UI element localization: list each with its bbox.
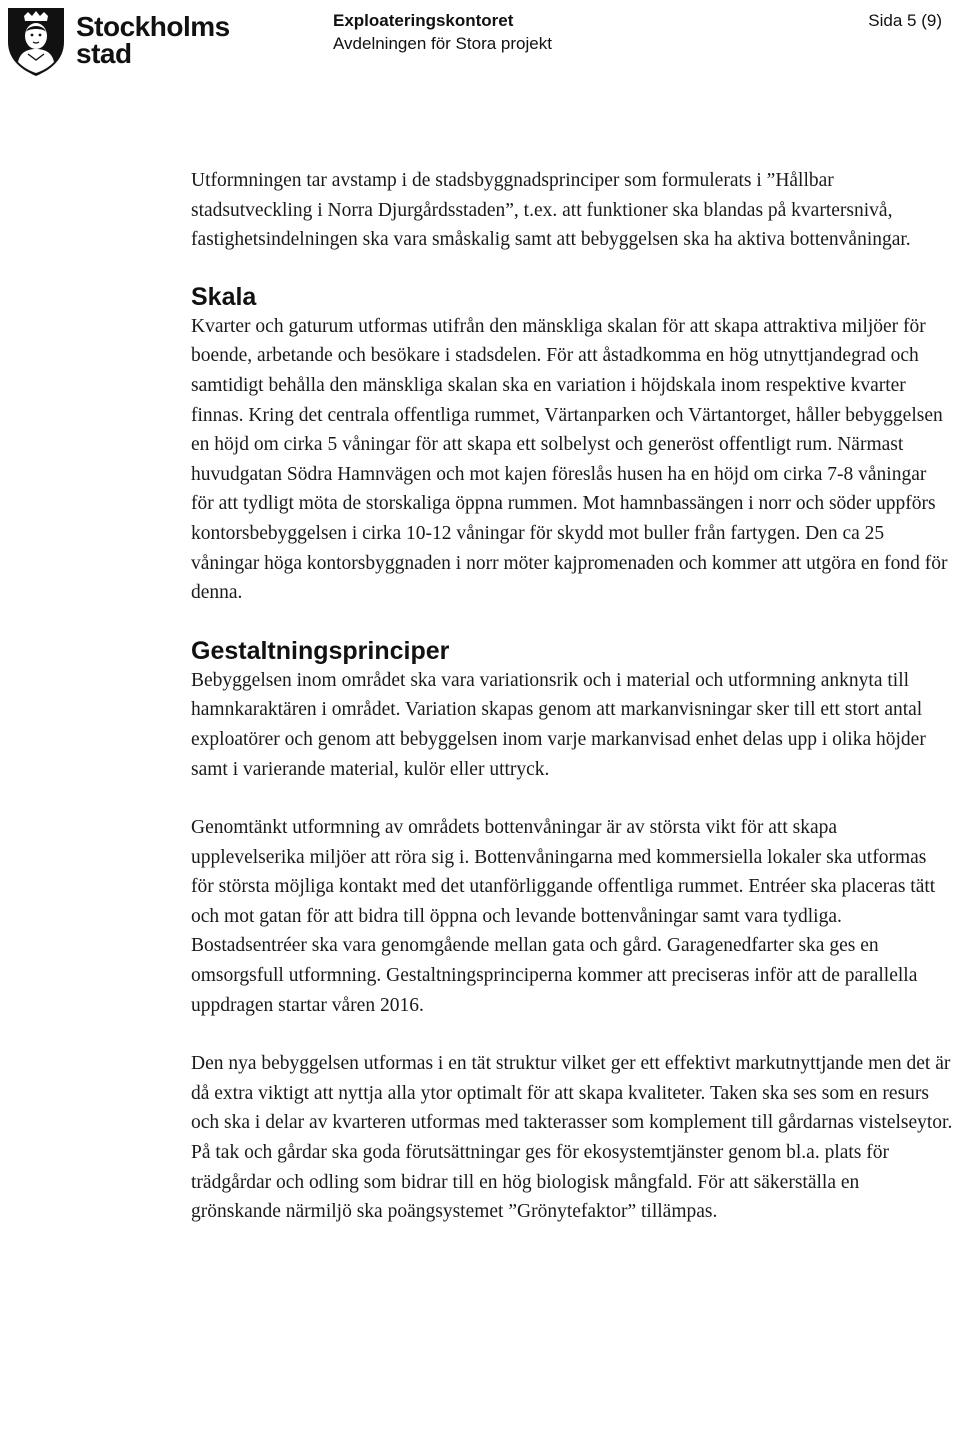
logo-wordmark (76, 13, 230, 67)
section-heading-skala: Skala (191, 282, 257, 311)
stockholms-stad-logo (4, 2, 234, 78)
intro-paragraph: Utformningen tar avstamp i de stadsbyggnadsprinciper som formulerats i ”Hållbar stadsutveckling i Norra Djurgårdsstaden”, t.ex. att funktioner ska blandas på kvartersnivå, fastighetsindelningen ska vara småskalig samt att bebyggelsen ska ha aktiva bottenvåningar. (191, 170, 911, 251)
city-crest-icon (4, 2, 68, 78)
organization-name: Exploateringskontoret (333, 11, 514, 30)
organization-block (333, 9, 552, 55)
document-body (191, 166, 953, 1227)
page-number: Sida 5 (9) (868, 11, 942, 30)
gestalt-paragraph-1: Bebyggelsen inom området ska vara variationsrik och i material och utformning anknyta till hamnkaraktären i området. Variation skapas genom att markanvisningar sker till ett stort antal exploatörer och genom att bebyggelsen inom varje markanvisad enhet delas upp i olika höjder samt i varierande material, kulör eller uttryck. (191, 669, 926, 780)
department-name: Avdelningen för Stora projekt (333, 34, 552, 53)
skala-paragraph: Kvarter och gaturum utformas utifrån den mänskliga skalan för att skapa attraktiva miljöer för boende, arbetande och besökare i stadsdelen. För att åstadkomma en hög utnyttjandegrad och samtidigt behålla den mänskliga skalan ska en variation i höjdskala inom respektive kvarter finnas. Kring det centrala offentliga rummet, Värtanparken och Värtantorget, håller bebyggelsen en höjd om cirka 5 våningar för att skapa ett solbelyst och generöst offentligt rum. Närmast huvudgatan Södra Hamnvägen och mot kajen föreslås husen ha en höjd om cirka 7-8 våningar för att tydligt möta de storskaliga öppna rummen. Mot hamnbassängen i norr och söder uppförs kontorsbebyggelsen i cirka 10-12 våningar för skydd mot buller från fartygen. Den ca 25 våningar höga kontorsbyggnaden i norr möter kajpromenaden och kommer att utgöra en fond för denna. (191, 315, 948, 604)
gestalt-paragraph-3: Den nya bebyggelsen utformas i en tät struktur vilket ger ett effektivt markutnyttjande men det är då extra viktigt att nyttja alla ytor optimalt för att skapa kvaliteter. Taken ska ses som en resurs och ska i delar av kvarteren utformas med takterasser som komplement till gårdarnas vistelseytor. På tak och gårdar ska goda förutsättningar ges för ekosystemtjänster genom bl.a. plats för trädgårdar och odling som bidrar till en hög biologisk mångfald. För att säkerställa en grönskande närmiljö ska poängsystemet ”Grönytefaktor” tillämpas. (191, 1053, 953, 1223)
logo-text-line2: stad (76, 38, 132, 69)
logo-text-line1: Stockholms (76, 11, 230, 42)
gestalt-paragraph-2: Genomtänkt utformning av områdets bottenvåningar är av största vikt för att skapa upplevelserika miljöer att röra sig i. Bottenvåningarna med kommersiella lokaler ska utformas för största möjliga kontakt med det utanförliggande offentliga rummet. Entréer ska placeras tätt och mot gatan för att bidra till öppna och levande bottenvåningar samt vara tydliga. Bostadsentréer ska vara genomgående mellan gata och gård. Garagenedfarter ska ges en omsorgsfull utformning. Gestaltningsprinciperna kommer att preciseras inför att de parallella uppdragen startar våren 2016. (191, 817, 936, 1016)
section-heading-gestaltningsprinciper: Gestaltningsprinciper (191, 636, 450, 665)
page-header (0, 0, 960, 80)
